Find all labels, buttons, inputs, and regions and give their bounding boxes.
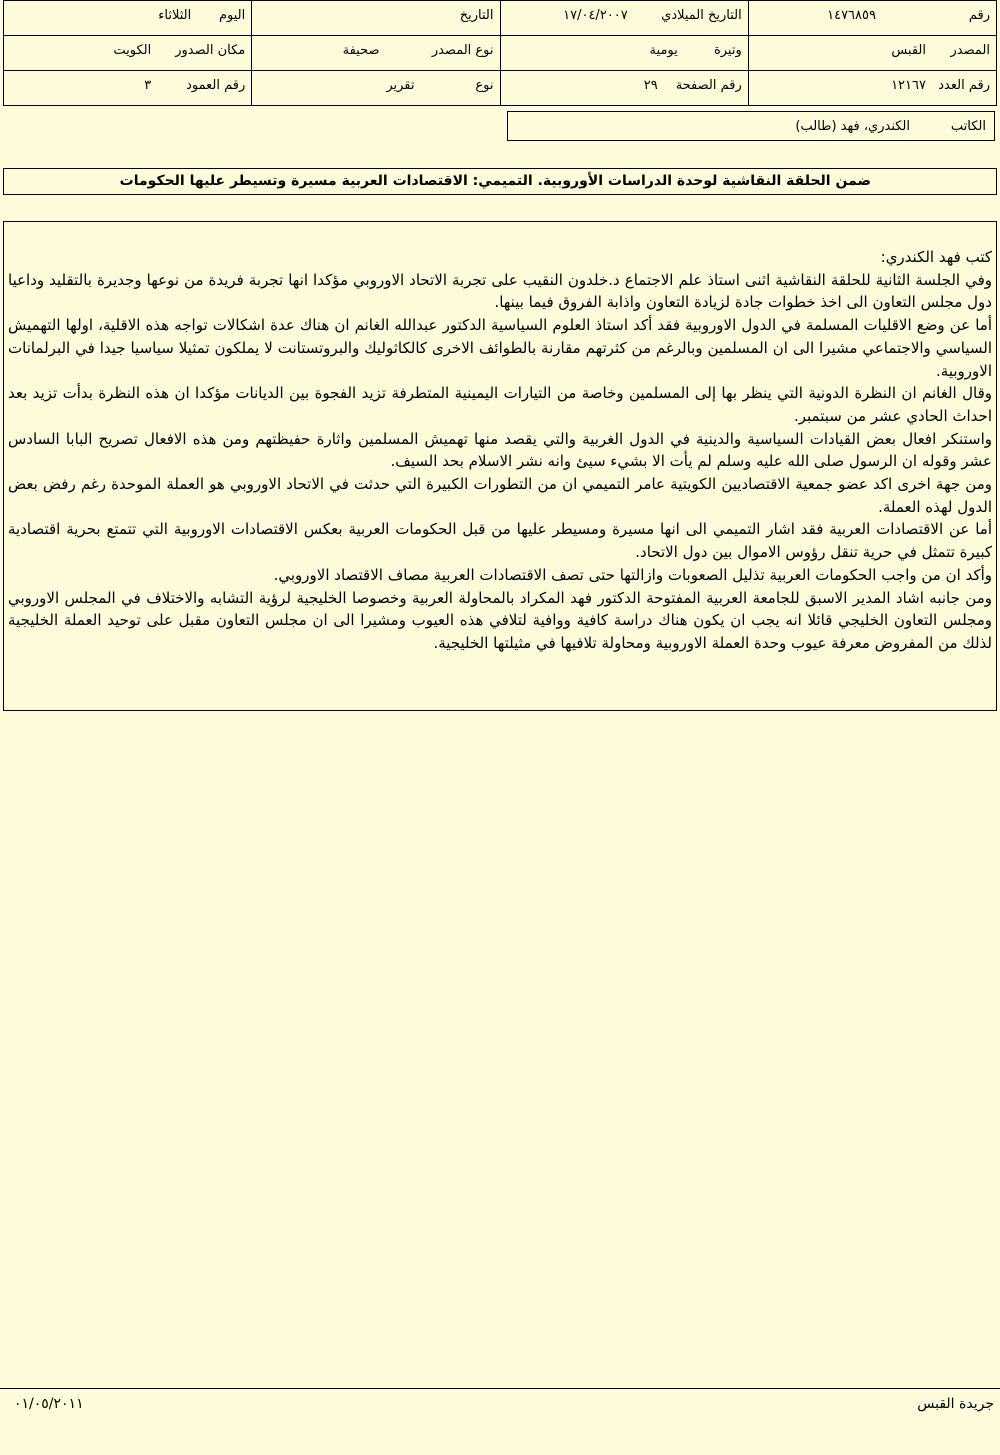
gregorian-date-label: التاريخ الميلادي: [661, 8, 742, 23]
issue-place-label: مكان الصدور: [175, 43, 246, 58]
column-number-label: رقم العمود: [186, 78, 246, 93]
body-paragraph: واستنكر افعال بعض القيادات السياسية والدينية في الدول الغربية والتي يقصد منها تهميش المسلمين واثارة حفيظتهم ومن هذه الافعال تصريح البابا السادس عشر وقوله ان الرسول صلى الله عليه وسلم لم يأت الا بشيء سيئ وانه نشر الاسلام بحد السيف.: [8, 429, 992, 471]
article-headline: ضمن الحلقة النقاشية لوحدة الدراسات الأوروبية. التميمي: الاقتصادات العربية مسيرة وتسيطر عليها الحكومات: [3, 168, 997, 195]
footer-divider: [0, 1388, 1000, 1389]
page-number-label: رقم الصفحة: [675, 78, 742, 93]
metadata-table: [3, 0, 997, 106]
writer-value: الكندري، فهد (طالب): [795, 119, 910, 134]
writer-label: الكاتب: [950, 119, 986, 134]
day-label: اليوم: [218, 8, 246, 23]
cell-column-number: [4, 71, 252, 106]
metadata-row-2: [4, 36, 997, 71]
day-value: الثلاثاء: [158, 8, 192, 23]
cell-issue-number: [748, 71, 996, 106]
source-type-value: صحيفة: [342, 43, 380, 58]
footer-publisher: جريدة القبس: [917, 1396, 994, 1412]
page-number-value: ٢٩: [643, 78, 658, 93]
body-paragraph: وقال الغانم ان النظرة الدونية التي ينظر بها إلى المسلمين وخاصة من التيارات اليمينية المتطرفة تزيد الفجوة بين الديانات مؤكدا ان هذه النظرة بدأت تزيد بعد احداث الحادي عشر من سبتمبر.: [8, 384, 992, 425]
cell-day: [4, 1, 252, 36]
cell-number: [748, 1, 996, 36]
body-paragraph: ومن جانبه اشاد المدير الاسبق للجامعة العربية المفتوحة الدكتور فهد المكراد بالمحاولة العربية وخصوصا الخليجية لرؤية التشابه والاختلاف في المجلس الاوروبي ومجلس التعاون الخليجي قائلا انه يجب ان يكون هناك دراسة كافية ووافية لتلافي هذه العيوب ومشيرا الى ان مجلس التعاون مقبل على توحيد العملة الخليجية لذلك من المفروض معرفة عيوب وحدة العملة الاوروبية ومحاولة تلافيها في مثيلتها الخليجية.: [8, 588, 992, 652]
gregorian-date-value: ١٧/٠٤/٢٠٠٧: [563, 8, 628, 23]
footer-print-date: ٠١/٠٥/٢٠١١: [14, 1396, 84, 1412]
cell-source: [748, 36, 996, 71]
source-label: المصدر: [950, 43, 990, 58]
source-value: القبس: [891, 43, 926, 58]
article-body: [3, 221, 997, 711]
body-paragraph: أما عن وضع الاقليات المسلمة في الدول الاوروبية فقد أكد استاذ العلوم السياسية الدكتور عبدالله الغانم ان هناك عدة اشكالات تواجه هذه الاقلية، اولها التهميش السياسي والاجتماعي مشيرا الى ان المسلمين وبالرغم من كثرتهم مقارنة بالطوائف الاخرى كالكاثوليك والبروتستانت لا يملكون تمثيلا سياسيا جيدا في البرلمانات الاوروبية.: [8, 316, 992, 380]
metadata-row-1: [4, 1, 997, 36]
cell-type: [252, 71, 500, 106]
column-number-value: ٣: [144, 78, 152, 93]
body-paragraph: ومن جهة اخرى اكد عضو جمعية الاقتصاديين الكويتية عامر التميمي ان من التطورات الكبيرة التي حدثت في الاتحاد الاوروبي هو العملة الموحدة رغم رفض بعض الدول لهذه العملة.: [8, 475, 992, 516]
type-label: نوع: [475, 78, 494, 93]
source-type-label: نوع المصدر: [431, 43, 494, 58]
issue-number-label: رقم العدد: [938, 78, 990, 93]
frequency-value: يومية: [649, 43, 678, 58]
cell-hijri-date: [252, 1, 500, 36]
cell-page-number: [500, 71, 748, 106]
body-paragraph: وفي الجلسة الثانية للحلقة النقاشية اثنى استاذ علم الاجتماع د.خلدون النقيب على تجربة الاتحاد الاوروبي مؤكدا انها تجربة فريدة من نوعها وجديرة بالتقليد وداعيا دول مجلس التعاون الى اخذ خطوات جادة لزيادة التعاون واذابة الفروق فيما بينها.: [8, 270, 992, 312]
issue-place-value: الكويت: [113, 43, 152, 58]
metadata-row-3: [4, 71, 997, 106]
body-paragraph: كتب فهد الكندري:: [880, 248, 992, 266]
cell-issue-place: [4, 36, 252, 71]
number-value: ١٤٧٦٨٥٩: [827, 8, 876, 23]
hijri-date-label: التاريخ: [459, 8, 494, 23]
body-paragraph: أما عن الاقتصادات العربية فقد اشار التميمي الى انها مسيرة ومسيطر عليها من قبل الحكومات العربية بعكس الاقتصادات الاوروبية التي تتمتع بحرية اقتصادية كبيرة تتمثل في حرية تنقل رؤوس الاموال بين دول الاتحاد.: [8, 520, 992, 562]
type-value: تقرير: [386, 78, 415, 93]
body-paragraph: وأكد ان من واجب الحكومات العربية تذليل الصعوبات وازالتها حتى تصف الاقتصادات العربية مصاف الاقتصاد الاوروبي.: [273, 565, 992, 584]
writer-box: [507, 111, 995, 141]
cell-source-type: [252, 36, 500, 71]
frequency-label: وتيرة: [713, 43, 742, 58]
issue-number-value: ١٢١٦٧: [891, 78, 926, 93]
cell-frequency: [500, 36, 748, 71]
cell-gregorian-date: [500, 1, 748, 36]
number-label: رقم: [968, 8, 990, 23]
